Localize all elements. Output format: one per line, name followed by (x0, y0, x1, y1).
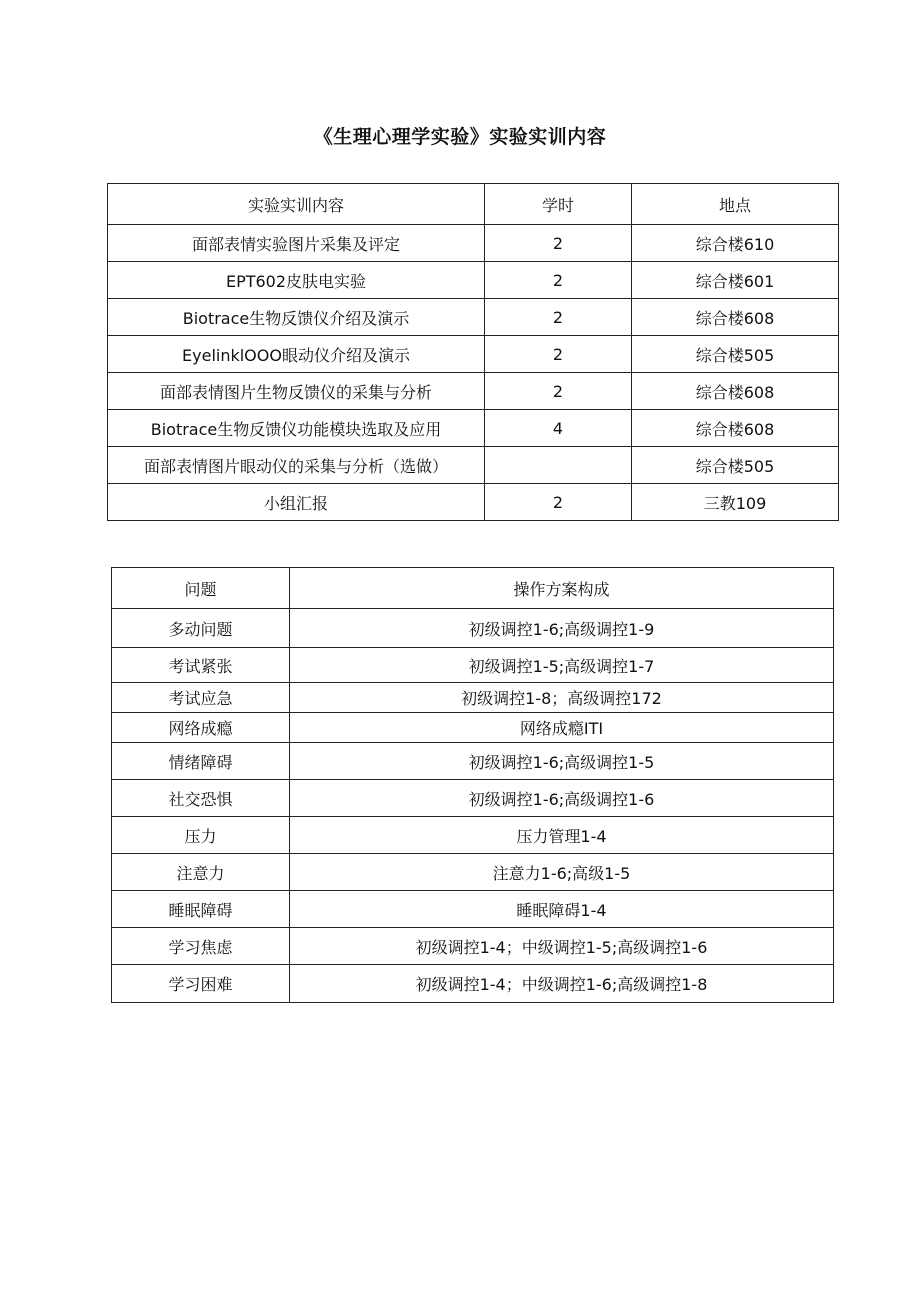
table-row (108, 447, 839, 484)
location-cell: 综合楼608 (632, 299, 839, 336)
problem-cell: 社交恐惧 (112, 780, 290, 817)
problem-cell: 考试紧张 (112, 648, 290, 683)
table-row (112, 817, 834, 854)
location-cell: 综合楼608 (632, 373, 839, 410)
content-cell: 面部表情图片生物反馈仪的采集与分析 (108, 373, 485, 410)
problem-cell: 学习焦虑 (112, 928, 290, 965)
header-plan: 操作方案构成 (290, 568, 834, 609)
location-cell: 综合楼601 (632, 262, 839, 299)
content-cell: 面部表情图片眼动仪的采集与分析（选做） (108, 447, 485, 484)
table-row (108, 336, 839, 373)
table-row (112, 648, 834, 683)
plan-cell: 睡眠障碍1-4 (290, 891, 834, 928)
location-cell: 综合楼608 (632, 410, 839, 447)
problem-cell: 睡眠障碍 (112, 891, 290, 928)
hours-cell: 2 (485, 336, 632, 373)
table-row (108, 484, 839, 521)
problem-cell: 学习困难 (112, 965, 290, 1003)
hours-cell: 4 (485, 410, 632, 447)
course-content-table (107, 183, 839, 521)
header-hours: 学时 (485, 184, 632, 225)
table-row (112, 713, 834, 743)
table-row (112, 891, 834, 928)
table-header-row (112, 568, 834, 609)
table-row (108, 262, 839, 299)
table-row (108, 225, 839, 262)
intervention-plan-table (111, 567, 834, 1003)
plan-cell: 网络成瘾ITI (290, 713, 834, 743)
problem-cell: 情绪障碍 (112, 743, 290, 780)
table-row (112, 780, 834, 817)
plan-cell: 初级调控1-5;高级调控1-7 (290, 648, 834, 683)
header-location: 地点 (632, 184, 839, 225)
table-row (108, 410, 839, 447)
plan-cell: 初级调控1-8；高级调控172 (290, 683, 834, 713)
plan-cell: 初级调控1-6;高级调控1-6 (290, 780, 834, 817)
content-cell: EPT602皮肤电实验 (108, 262, 485, 299)
problem-cell: 网络成瘾 (112, 713, 290, 743)
location-cell: 综合楼505 (632, 336, 839, 373)
problem-cell: 考试应急 (112, 683, 290, 713)
content-cell: Biotrace生物反馈仪功能模块选取及应用 (108, 410, 485, 447)
table-row (112, 854, 834, 891)
plan-cell: 初级调控1-6;高级调控1-5 (290, 743, 834, 780)
table-row (112, 683, 834, 713)
location-cell: 三教109 (632, 484, 839, 521)
hours-cell: 2 (485, 262, 632, 299)
content-cell: Biotrace生物反馈仪介绍及演示 (108, 299, 485, 336)
content-cell: 小组汇报 (108, 484, 485, 521)
header-content: 实验实训内容 (108, 184, 485, 225)
table-row (112, 609, 834, 648)
table-row (108, 299, 839, 336)
content-cell: EyelinklOOO眼动仪介绍及演示 (108, 336, 485, 373)
plan-cell: 注意力1-6;高级1-5 (290, 854, 834, 891)
table-header-row (108, 184, 839, 225)
plan-cell: 初级调控1-4；中级调控1-6;高级调控1-8 (290, 965, 834, 1003)
table-row (108, 373, 839, 410)
hours-cell: 2 (485, 225, 632, 262)
hours-cell: 2 (485, 373, 632, 410)
hours-cell: 2 (485, 299, 632, 336)
plan-cell: 初级调控1-6;高级调控1-9 (290, 609, 834, 648)
hours-cell: 2 (485, 484, 632, 521)
problem-cell: 压力 (112, 817, 290, 854)
header-problem: 问题 (112, 568, 290, 609)
table-row (112, 743, 834, 780)
problem-cell: 注意力 (112, 854, 290, 891)
plan-cell: 初级调控1-4；中级调控1-5;高级调控1-6 (290, 928, 834, 965)
page-title: 《生理心理学实验》实验实训内容 (313, 126, 607, 148)
problem-cell: 多动问题 (112, 609, 290, 648)
location-cell: 综合楼610 (632, 225, 839, 262)
table-row (112, 928, 834, 965)
hours-cell (485, 447, 632, 484)
plan-cell: 压力管理1-4 (290, 817, 834, 854)
location-cell: 综合楼505 (632, 447, 839, 484)
content-cell: 面部表情实验图片采集及评定 (108, 225, 485, 262)
table-row (112, 965, 834, 1003)
